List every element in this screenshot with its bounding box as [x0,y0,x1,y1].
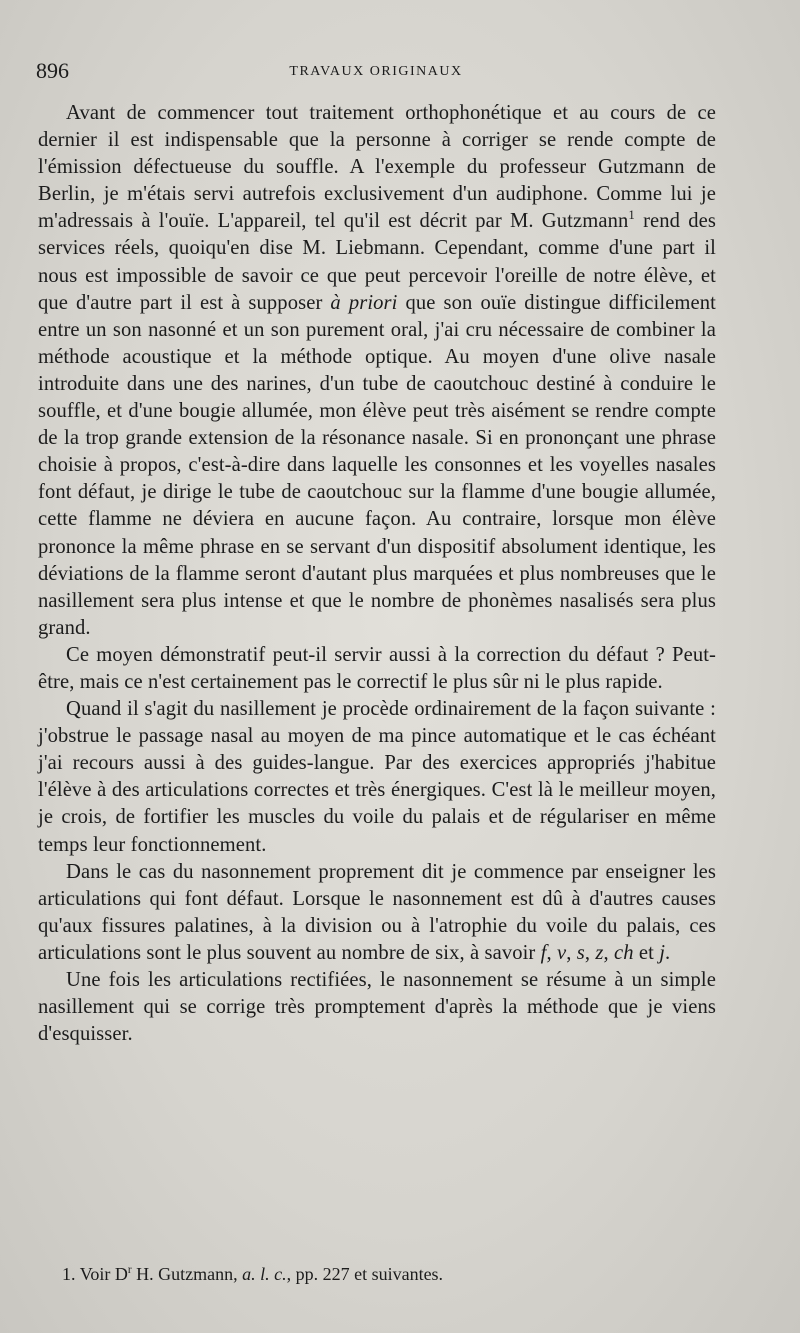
letter-s: s [576,941,585,964]
conjunction: et [633,941,660,964]
paragraph-3: Quand il s'agit du nasillement je procède ordinairement de la façon suivante : j'obstrue le passage nasal au moyen de ma pince automatique et le cas échéant j'ai recours aussi à des guides-langue. Par des exercices appropriés j'habitue l'élève à des articulations correctes et très énergiques. C'est là le meilleur moyen, je crois, de fortifier les muscles du voile du palais et de régulariser en même temps leur fonctionnement. [38,698,716,856]
paragraph-1-text-c: que son ouïe distingue difficilement entre un son nasonné et un son purement oral, j'ai cru nécessaire de combiner la méthode acoustique et la méthode optique. Au moyen d'une olive nasale introduite dans une des narines, d'un tube de caoutchouc destiné à conduire le souffle, et d'une bougie allumée, mon élève peut très aisément se rendre compte de la trop grande extension de la résonance nasale. Si en prononçant une phrase choisie à propos, c'est-à-dire dans laquelle les consonnes et les voyelles nasales font défaut, je dirige le tube de caoutchouc sur la flamme d'une bougie allumée, cette flamme ne déviera en aucune façon. Au contraire, lorsque mon élève prononce la même phrase en se servant d'un dispositif absolument identique, les déviations de la flamme seront d'autant plus marquées et plus nombreuses que le nasillement sera plus intense et que le nombre de phonèmes nasalisés sera plus grand. [38,291,717,639]
letter-f: f [540,941,547,964]
letter-z: z [595,941,604,964]
page-number: 896 [36,58,69,83]
body-text [38,100,716,1048]
footnote [62,1262,712,1286]
paragraph-4 [38,859,716,967]
paragraph-5: Une fois les articulations rectifiées, le nasonnement se résume à un simple nasillement qui se corrige très promptement d'après la méthode que je viens d'esquisser. [38,969,716,1046]
paragraph-2: Ce moyen démonstratif peut-il servir aussi à la correction du défaut ? Peut-être, mais ce n'est certainement pas le correctif le plus sûr ni le plus rapide. [38,643,716,693]
italic-a-priori: à priori [330,291,398,314]
footnote-prefix: Voir D [79,1264,128,1284]
paragraph-1 [38,100,716,642]
sep: , [546,941,557,964]
footnote-reference: 1 [628,208,635,223]
sep: , [603,941,614,964]
paragraph-1-text-b: rend des services réels, quoiqu'en dise M. Liebmann. Cependant, comme d'une part il nous est impossible de savoir ce que peut percevoir l'oreille de notre élève, et que d'autre part il est à supposer [38,210,716,314]
paragraph-4-text: Dans le cas du nasonnement proprement dit je commence par enseigner les articulations qui font défaut. Lorsque le nasonnement est dû à d'autres causes qu'aux fissures palatines, à la division ou à l'atrophie du voile du palais, ces articulations sont le plus souvent au nombre de six, à savoir [38,860,716,964]
period: . [665,941,671,964]
letter-v: v [556,941,567,964]
footnote-rest: , pp. 227 et suivantes. [286,1264,444,1284]
sep: , [566,941,577,964]
footnote-name: H. Gutzmann, [131,1264,243,1284]
letter-ch: ch [613,941,634,964]
page-header [36,58,716,88]
sep: , [584,941,596,964]
footnote-number: 1. [62,1264,76,1284]
running-head: TRAVAUX ORIGINAUX [289,64,463,79]
footnote-sup: r [127,1264,132,1276]
letter-j: j [659,941,666,964]
paragraph-1-text-a: Avant de commencer tout traitement orthophonétique et au cours de ce dernier il est indispensable que la personne à corriger se rende compte de l'émission défectueuse du souffle. A l'exemple du professeur Gutzmann de Berlin, je m'étais servi autrefois exclusivement d'un audiphone. Comme lui je m'adressais à l'ouïe. L'appareil, tel qu'il est décrit par M. Gutzmann [38,102,716,233]
footnote-abbrev: a. l. c. [242,1264,287,1284]
